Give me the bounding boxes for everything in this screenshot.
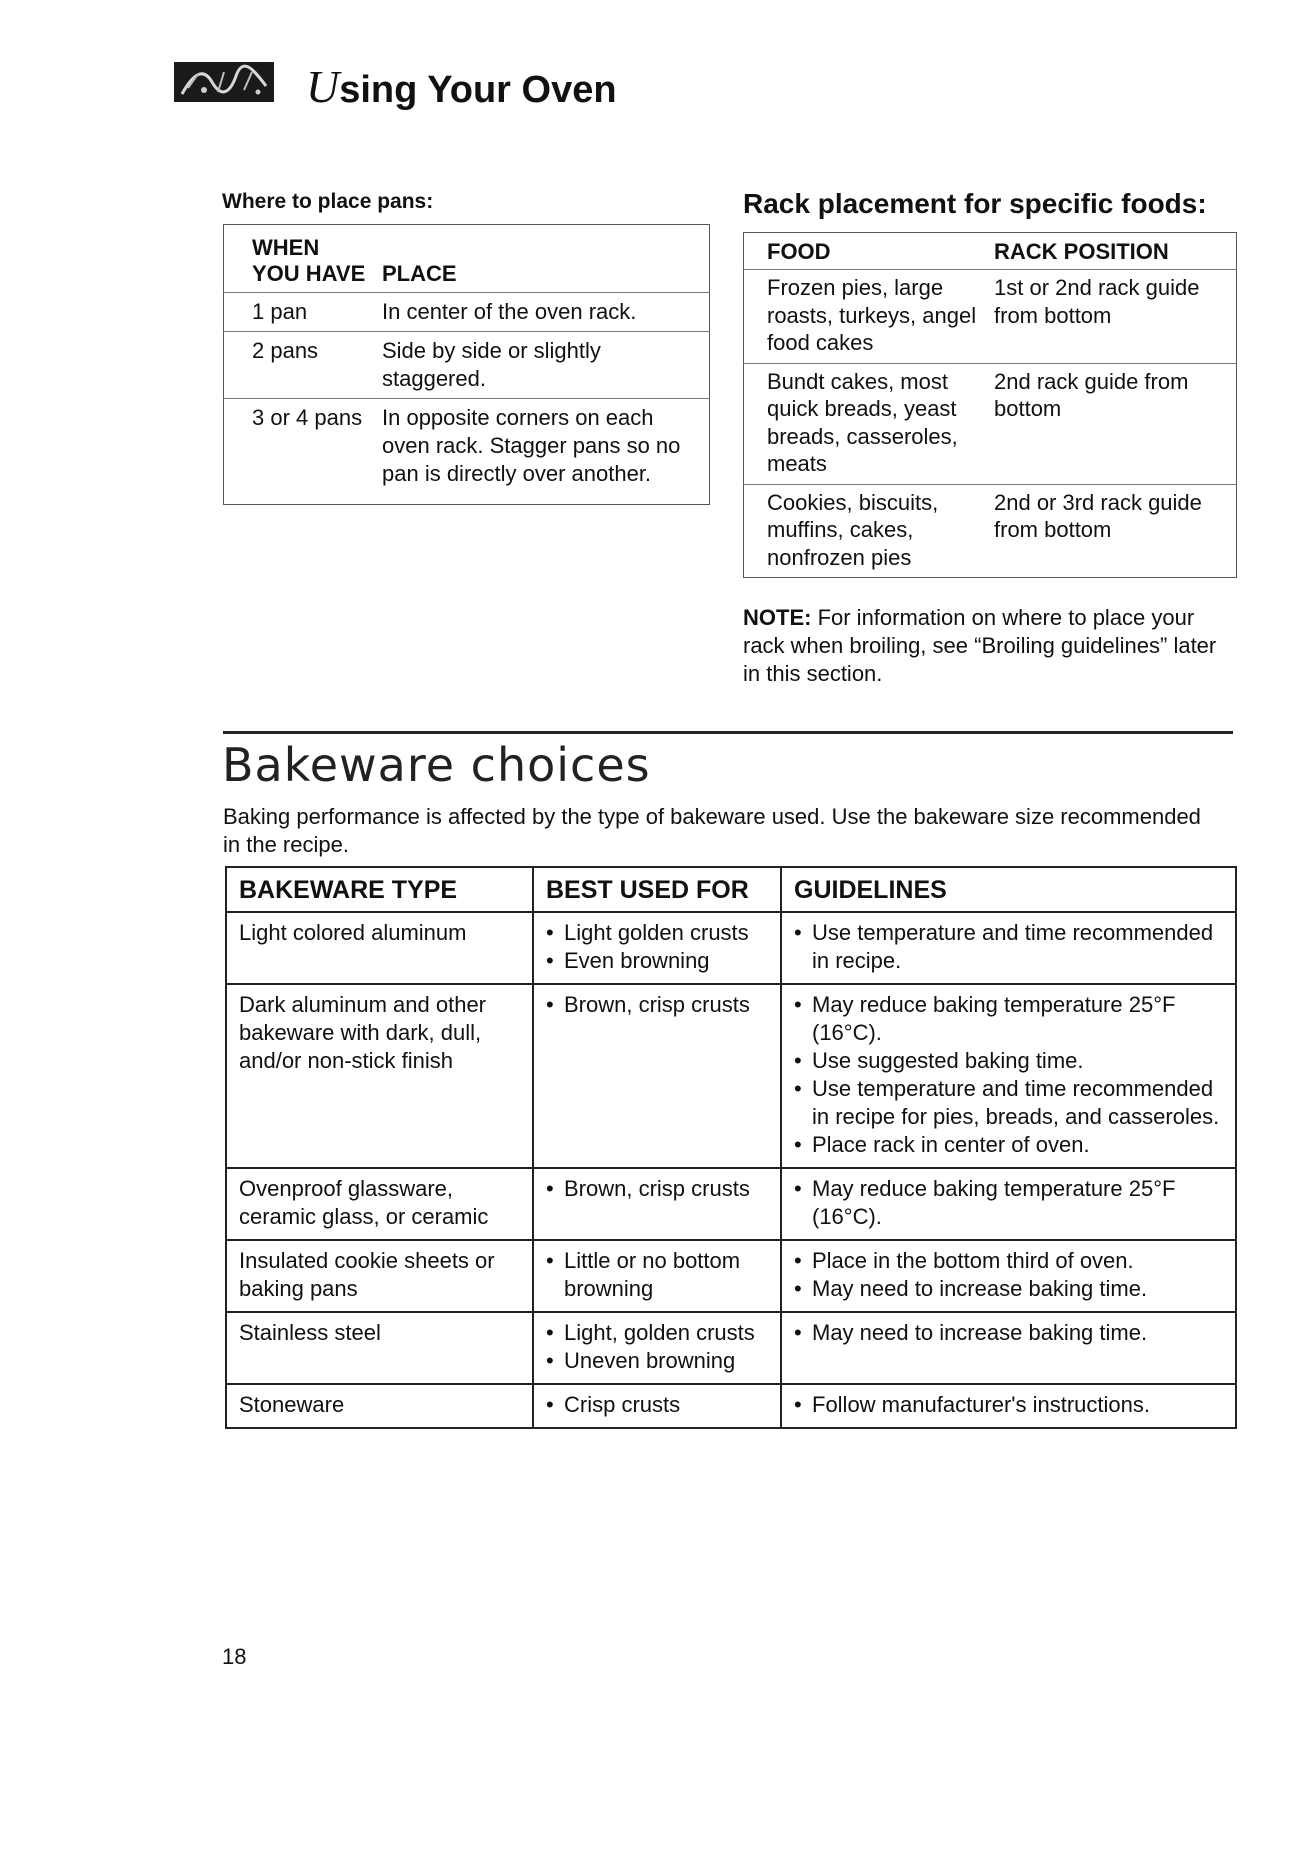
bake-cell-guidelines <box>781 984 1236 1168</box>
pans-cell-have: 2 pans <box>224 331 383 398</box>
list-item: • May need to increase baking time. <box>794 1319 1227 1347</box>
list-item: • May reduce baking temperature 25°F (16°C). <box>794 991 1227 1047</box>
table-row <box>224 292 710 331</box>
bake-cell-type: Dark aluminum and other bakeware with dark, dull, and/or non-stick finish <box>226 984 533 1168</box>
bake-cell-type: Light colored aluminum <box>226 912 533 984</box>
bake-cell-best <box>533 1384 781 1428</box>
list-item: • Use suggested baking time. <box>794 1047 1227 1075</box>
bake-cell-best <box>533 984 781 1168</box>
list-item: • Brown, crisp crusts <box>546 991 772 1019</box>
rack-heading: Rack placement for specific foods: <box>743 188 1207 219</box>
section-divider <box>223 731 1233 734</box>
bake-cell-type: Stainless steel <box>226 1312 533 1384</box>
bake-cell-best <box>533 1240 781 1312</box>
table-row <box>226 1168 1236 1240</box>
rack-col-position: RACK POSITION <box>994 239 1169 264</box>
bake-cell-guidelines <box>781 1384 1236 1428</box>
header-logo <box>174 62 274 102</box>
table-row <box>224 398 710 504</box>
bake-cell-type: Insulated cookie sheets or baking pans <box>226 1240 533 1312</box>
pans-cell-place: Side by side or slightly staggered. <box>382 331 710 398</box>
bake-col-guidelines: GUIDELINES <box>781 867 1236 912</box>
table-row <box>744 363 1237 484</box>
section-title: Bakeware choices <box>222 738 651 792</box>
page-title: Using Your Oven <box>306 61 617 112</box>
list-item: • Follow manufacturer's instructions. <box>794 1391 1227 1419</box>
note-text: For information on where to place your rack when broiling, see “Broiling guidelines” later in this section. <box>743 605 1217 686</box>
rack-cell-position: 2nd or 3rd rack guide from bottom <box>994 484 1237 578</box>
list-item: • Place in the bottom third of oven. <box>794 1247 1227 1275</box>
pans-cell-have: 3 or 4 pans <box>224 398 383 504</box>
rack-cell-food: Bundt cakes, most quick breads, yeast breads, casseroles, meats <box>744 363 995 484</box>
bake-col-best: BEST USED FOR <box>533 867 781 912</box>
list-item: • May need to increase baking time. <box>794 1275 1227 1303</box>
bake-cell-best <box>533 1312 781 1384</box>
list-item: • Light golden crusts <box>546 919 772 947</box>
bakeware-intro: Baking performance is affected by the type of bakeware used. Use the bakeware size recommended in the recipe. <box>223 804 1201 857</box>
rack-col-food: FOOD <box>767 239 831 264</box>
list-item: • Crisp crusts <box>546 1391 772 1419</box>
list-item: • Little or no bottom browning <box>546 1247 772 1303</box>
bake-cell-type: Ovenproof glassware, ceramic glass, or ceramic <box>226 1168 533 1240</box>
page-number: 18 <box>222 1644 247 1669</box>
list-item: • Brown, crisp crusts <box>546 1175 772 1203</box>
rack-table <box>743 232 1237 578</box>
pans-table <box>223 224 710 505</box>
bake-col-type: BAKEWARE TYPE <box>226 867 533 912</box>
rack-cell-food: Cookies, biscuits, muffins, cakes, nonfrozen pies <box>744 484 995 578</box>
pans-cell-place: In center of the oven rack. <box>382 292 710 331</box>
table-row <box>226 912 1236 984</box>
bakeware-table <box>225 866 1237 1429</box>
bake-cell-guidelines <box>781 1312 1236 1384</box>
bake-cell-type: Stoneware <box>226 1384 533 1428</box>
rack-cell-food: Frozen pies, large roasts, turkeys, angel food cakes <box>744 270 995 364</box>
table-row <box>224 331 710 398</box>
rack-cell-position: 1st or 2nd rack guide from bottom <box>994 270 1237 364</box>
table-row <box>226 1312 1236 1384</box>
note-label: NOTE: <box>743 605 812 630</box>
table-row <box>744 484 1237 578</box>
list-item: • Even browning <box>546 947 772 975</box>
list-item: • Use temperature and time recommended in recipe for pies, breads, and casseroles. <box>794 1075 1227 1131</box>
table-row <box>744 270 1237 364</box>
list-item: • May reduce baking temperature 25°F (16°C). <box>794 1175 1227 1231</box>
pans-cell-have: 1 pan <box>224 292 383 331</box>
bake-cell-best <box>533 1168 781 1240</box>
table-row <box>226 1384 1236 1428</box>
list-item: • Place rack in center of oven. <box>794 1131 1227 1159</box>
pans-heading: Where to place pans: <box>222 190 434 213</box>
rack-cell-position: 2nd rack guide from bottom <box>994 363 1237 484</box>
bake-cell-guidelines <box>781 1168 1236 1240</box>
rack-note <box>743 604 1223 688</box>
list-item: • Uneven browning <box>546 1347 772 1375</box>
list-item: • Use temperature and time recommended in recipe. <box>794 919 1227 975</box>
bake-cell-guidelines <box>781 1240 1236 1312</box>
pans-col-place: PLACE <box>382 261 457 287</box>
list-item: • Light, golden crusts <box>546 1319 772 1347</box>
table-row <box>226 1240 1236 1312</box>
bake-cell-guidelines <box>781 912 1236 984</box>
bake-cell-best <box>533 912 781 984</box>
pans-cell-place: In opposite corners on each oven rack. Stagger pans so no pan is directly over another. <box>382 398 710 504</box>
pans-col-have: WHEN YOU HAVE <box>252 235 366 287</box>
table-row <box>226 984 1236 1168</box>
